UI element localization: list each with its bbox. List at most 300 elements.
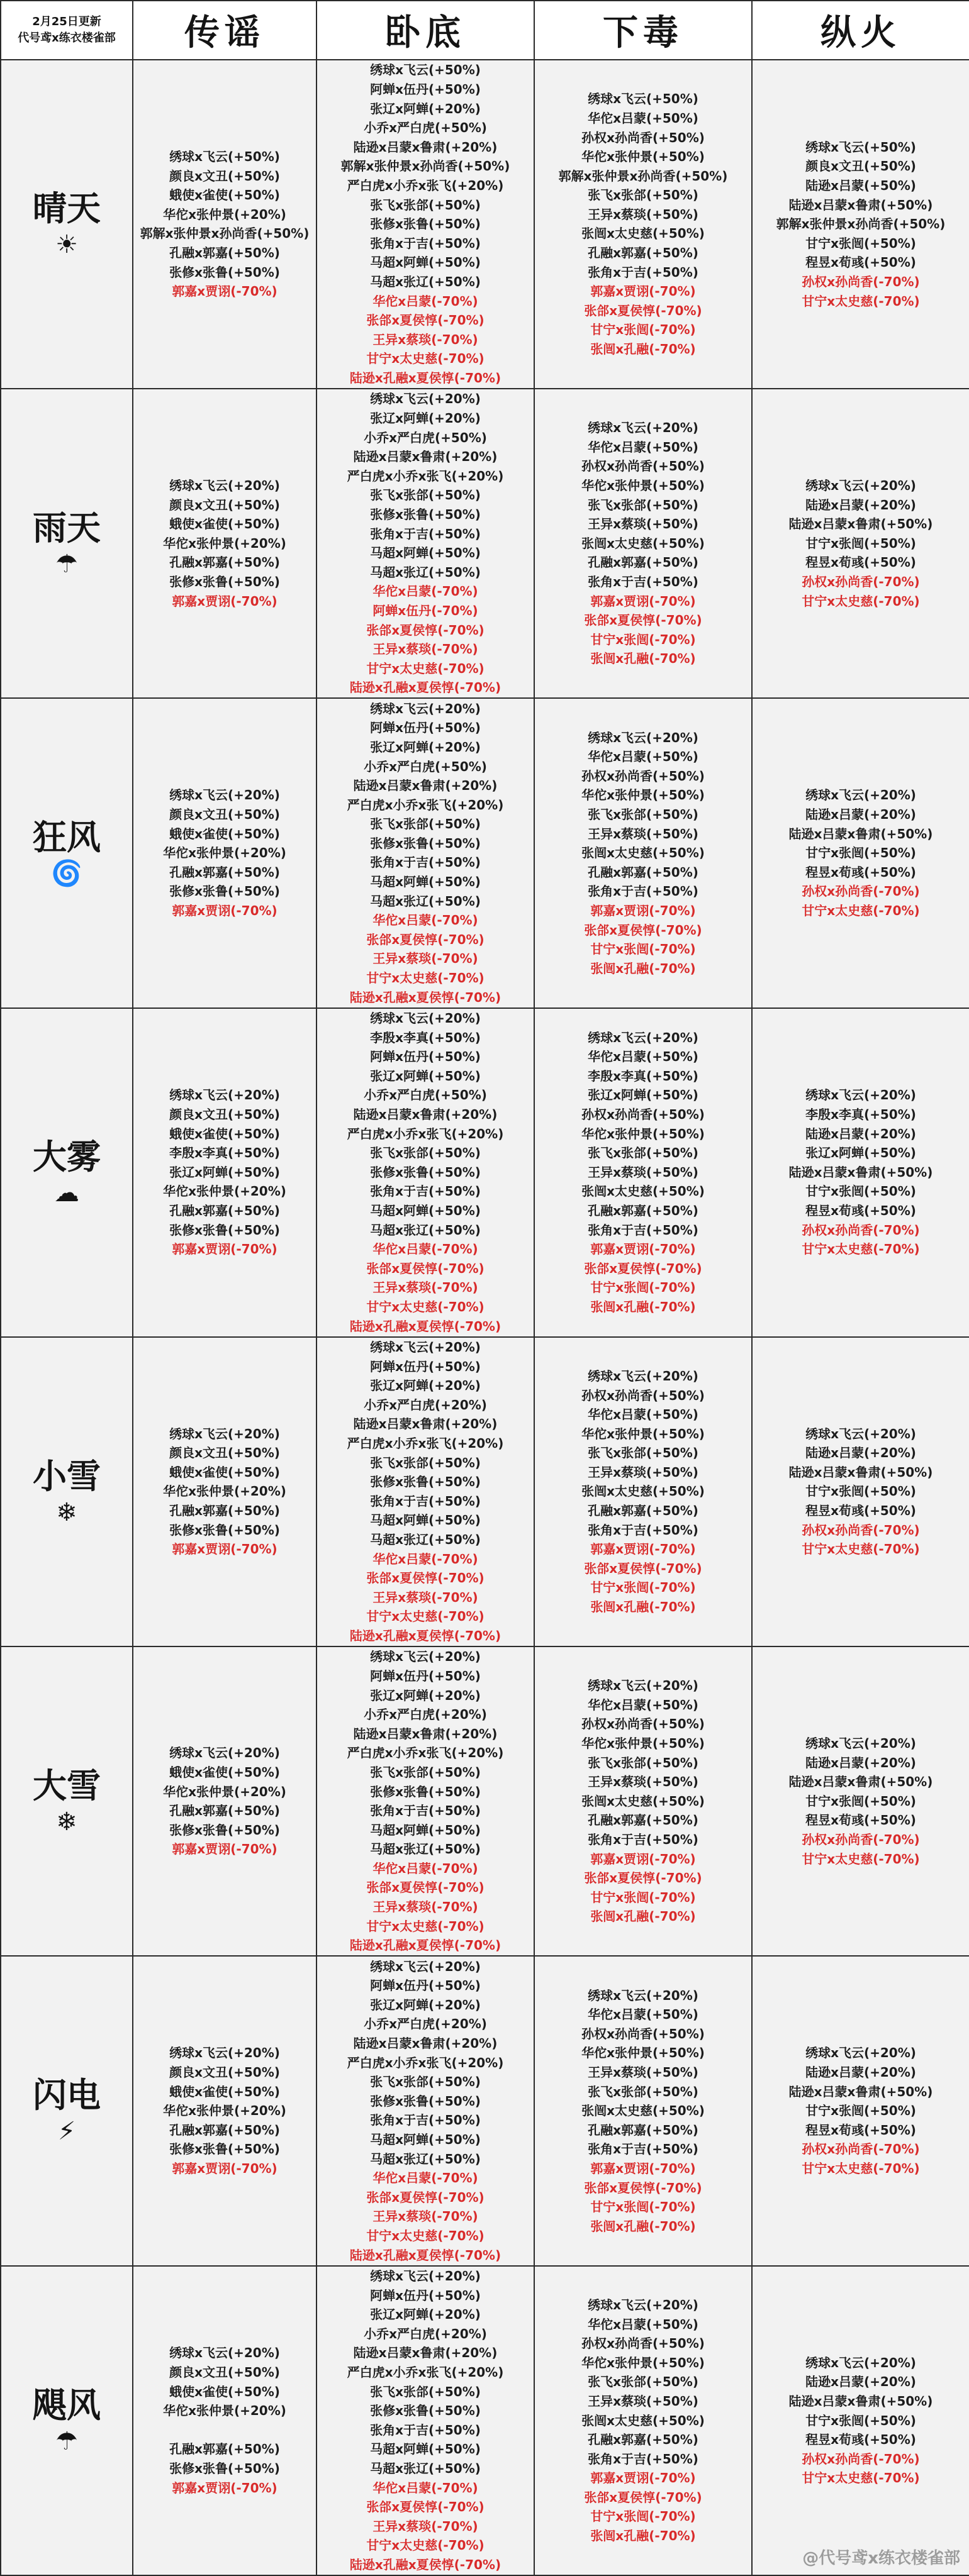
combo-line: 陆逊x吕蒙(+20%) xyxy=(805,2064,916,2080)
combo-line: 张修x张鲁(+50%) xyxy=(370,835,481,851)
weather-icon: ❄ xyxy=(56,1497,77,1527)
combo-line: 程昱x荀彧(+50%) xyxy=(805,864,916,880)
weather-cell xyxy=(1,1337,133,1646)
combo-line: 张修x张鲁(+50%) xyxy=(370,2403,481,2419)
combo-line: 张飞x张郃(+50%) xyxy=(370,816,481,832)
combo-line: 甘宁x太史慈(-70%) xyxy=(366,351,484,367)
combo-line: 绣球x飞云(+20%) xyxy=(588,730,698,745)
combo-line: 张郃x夏侯惇(-70%) xyxy=(366,2189,484,2205)
combo-line: 陆逊x吕蒙x鲁肃(+50%) xyxy=(788,2393,933,2409)
combo-line: 陆逊x吕蒙x鲁肃(+20%) xyxy=(353,1726,498,1741)
combo-line: 阿蝉x伍丹(+50%) xyxy=(370,1358,481,1374)
combo-line: 孙权x孙尚香(-70%) xyxy=(802,2141,920,2157)
combo-line: 孔融x郭嘉(+50%) xyxy=(169,1803,280,1819)
weather-icon: ⚡ xyxy=(57,2117,76,2146)
combo-line: 华佗x吕蒙(-70%) xyxy=(372,913,478,928)
combo-line: 华佗x吕蒙(-70%) xyxy=(372,1551,478,1567)
watermark: @代号鸢x练衣楼雀部 xyxy=(802,2549,960,2568)
combo-line: 郭嘉x贾诩(-70%) xyxy=(590,1241,696,1257)
combo-line: 小乔x严白虎(+20%) xyxy=(364,2326,487,2341)
cell-poison xyxy=(534,2266,752,2575)
cell-undercover xyxy=(316,1646,534,1956)
combo-line: 张闿x孔融(-70%) xyxy=(590,2528,696,2544)
weather-name: 飓风 xyxy=(33,2384,101,2425)
combo-line: 王异x蔡琰(+50%) xyxy=(588,206,698,222)
combo-line: 甘宁x太史慈(-70%) xyxy=(366,2228,484,2243)
combo-line: 甘宁x张闿(+50%) xyxy=(805,235,916,251)
combo-line: 张郃x夏侯惇(-70%) xyxy=(366,931,484,947)
combo-line: 绣球x飞云(+20%) xyxy=(805,2355,916,2370)
combo-line: 张郃x夏侯惇(-70%) xyxy=(584,2489,702,2505)
combo-line: 程昱x荀彧(+50%) xyxy=(805,1503,916,1519)
combo-line: 孔融x郭嘉(+50%) xyxy=(588,2432,698,2448)
combo-line: 阿蝉x伍丹(+50%) xyxy=(370,82,481,97)
combo-line: 华佗x张仲景(+50%) xyxy=(581,1126,705,1141)
combo-line: 甘宁x太史慈(-70%) xyxy=(802,1851,920,1867)
combo-line: 张修x张鲁(+50%) xyxy=(370,2093,481,2109)
combo-line: 张闿x太史慈(+50%) xyxy=(581,1793,705,1809)
combo-line: 郭嘉x贾诩(-70%) xyxy=(172,284,277,299)
cell-undercover xyxy=(316,2266,534,2575)
combo-line: 程昱x荀彧(+50%) xyxy=(805,1203,916,1219)
combo-line: 绣球x飞云(+20%) xyxy=(370,1649,481,1665)
weather-cell xyxy=(1,1008,133,1337)
combo-line: 程昱x荀彧(+50%) xyxy=(805,2432,916,2448)
combo-line: 甘宁x张闿(-70%) xyxy=(590,1580,696,1596)
combo-line: 张闿x孔融(-70%) xyxy=(590,1299,696,1314)
combo-line: 华佗x张仲景(+20%) xyxy=(163,845,286,861)
combo-line: 华佗x吕蒙(-70%) xyxy=(372,1241,478,1257)
combo-line: 王异x蔡琰(-70%) xyxy=(372,2209,478,2224)
combo-line: 郭解x张仲景x孙尚香(+50%) xyxy=(776,216,946,232)
cell-rumor xyxy=(133,1646,316,1956)
combo-line: 马超x张辽(+50%) xyxy=(370,564,481,580)
combo-line: 张飞x张郃(+50%) xyxy=(370,197,481,213)
combo-line: 孙权x孙尚香(-70%) xyxy=(802,884,920,899)
combo-line: 华佗x张仲景(+50%) xyxy=(581,2355,705,2370)
combo-line: 孙权x孙尚香(+50%) xyxy=(581,1716,705,1732)
col-header-undercover: 卧底 xyxy=(316,1,534,60)
combo-line: 绣球x飞云(+20%) xyxy=(169,1426,280,1441)
combo-line: 甘宁x太史慈(-70%) xyxy=(366,970,484,986)
combo-line: 陆逊x孔融x夏侯惇(-70%) xyxy=(349,2247,501,2263)
weather-icon: ❄ xyxy=(56,1807,77,1837)
cell-poison xyxy=(534,389,752,698)
combo-line: 郭嘉x贾诩(-70%) xyxy=(590,593,696,609)
combo-line: 甘宁x太史慈(-70%) xyxy=(802,593,920,609)
combo-line: 张闿x太史慈(+50%) xyxy=(581,2412,705,2428)
combo-line: 华佗x张仲景(+50%) xyxy=(581,2045,705,2061)
combo-line: 华佗x吕蒙(+50%) xyxy=(588,1697,698,1713)
combo-line: 张辽x阿蝉(+50%) xyxy=(370,1068,481,1084)
combo-line: 陆逊x吕蒙x鲁肃(+20%) xyxy=(353,2036,498,2051)
combo-line: 张辽x阿蝉(+20%) xyxy=(370,101,481,116)
combo-line: 张修x张鲁(+50%) xyxy=(169,2460,280,2476)
cell-undercover xyxy=(316,1956,534,2265)
weather-name: 大雪 xyxy=(33,1765,101,1806)
combo-line: 华佗x张仲景(+50%) xyxy=(581,1426,705,1441)
combo-line: 陆逊x吕蒙x鲁肃(+50%) xyxy=(788,826,933,841)
combo-line: 王异x蔡琰(+50%) xyxy=(588,826,698,841)
combo-line: 小乔x严白虎(+20%) xyxy=(364,1707,487,1723)
weather-cell xyxy=(1,1646,133,1956)
combo-line: 颜良x文丑(+50%) xyxy=(169,2365,280,2380)
combo-line: 阿蝉x伍丹(+50%) xyxy=(370,2287,481,2303)
combo-line: 孔融x郭嘉(+50%) xyxy=(169,245,280,261)
combo-line: 绣球x飞云(+20%) xyxy=(169,2045,280,2061)
combo-line: 马超x阿蝉(+50%) xyxy=(370,874,481,890)
combo-line: 李殷x李真(+50%) xyxy=(169,1145,280,1161)
combo-line: 甘宁x太史慈(-70%) xyxy=(802,1241,920,1257)
combo-line: 张飞x张郃(+50%) xyxy=(370,1455,481,1470)
weather-name: 闪电 xyxy=(33,2075,101,2116)
combo-line: 绣球x飞云(+20%) xyxy=(370,391,481,407)
combo-line: 绣球x飞云(+20%) xyxy=(370,2268,481,2284)
combo-line: 张角x于吉(+50%) xyxy=(588,2451,698,2467)
combo-line: 陆逊x吕蒙(+20%) xyxy=(805,806,916,822)
combo-line: 蛾使x雀使(+50%) xyxy=(169,1464,280,1480)
combo-line: 严白虎x小乔x张飞(+20%) xyxy=(347,2365,504,2380)
combo-line: 绣球x飞云(+20%) xyxy=(169,478,280,494)
combo-line: 阿蝉x伍丹(+50%) xyxy=(370,1668,481,1684)
weather-name: 小雪 xyxy=(33,1455,101,1496)
combo-line: 严白虎x小乔x张飞(+20%) xyxy=(347,797,504,813)
combo-line: 孔融x郭嘉(+50%) xyxy=(169,1503,280,1519)
combo-line: 孙权x孙尚香(+50%) xyxy=(581,130,705,145)
combo-line: 严白虎x小乔x张飞(+20%) xyxy=(347,2055,504,2070)
combo-line: 马超x张辽(+50%) xyxy=(370,1841,481,1857)
combo-line: 小乔x严白虎(+20%) xyxy=(364,2016,487,2032)
combo-line: 绣球x飞云(+20%) xyxy=(588,1678,698,1694)
combo-line: 华佗x张仲景(+20%) xyxy=(163,2403,286,2419)
combo-line: 张飞x张郃(+50%) xyxy=(370,1145,481,1161)
combo-line: 马超x阿蝉(+50%) xyxy=(370,2132,481,2148)
combo-line: 甘宁x太史慈(-70%) xyxy=(802,2470,920,2486)
combo-line: 张飞x张郃(+50%) xyxy=(370,487,481,503)
combo-line: 陆逊x吕蒙x鲁肃(+20%) xyxy=(353,1107,498,1123)
combo-line: 甘宁x张闿(-70%) xyxy=(590,631,696,647)
combo-line: 陆逊x吕蒙(+20%) xyxy=(805,497,916,513)
combo-line: 陆逊x吕蒙(+20%) xyxy=(805,1126,916,1141)
combo-line: 张角x于吉(+50%) xyxy=(370,2112,481,2128)
weather-name: 雨天 xyxy=(33,508,101,548)
combo-line: 程昱x荀彧(+50%) xyxy=(805,2122,916,2138)
combo-line: 王异x蔡琰(-70%) xyxy=(372,1589,478,1605)
combo-line: 张飞x张郃(+50%) xyxy=(588,187,698,203)
combo-line: 绣球x飞云(+20%) xyxy=(805,787,916,803)
combo-line: 阿蝉x伍丹(+50%) xyxy=(370,1978,481,1994)
combo-line: 绣球x飞云(+20%) xyxy=(588,420,698,436)
combo-line: 绣球x飞云(+20%) xyxy=(805,1087,916,1103)
combo-line: 郭嘉x贾诩(-70%) xyxy=(172,1541,277,1557)
combo-line: 孔融x郭嘉(+50%) xyxy=(588,245,698,261)
weather-icon: ☀ xyxy=(55,230,78,260)
cell-arson xyxy=(752,1337,969,1646)
combo-line: 绣球x飞云(+50%) xyxy=(588,91,698,107)
combo-line: 陆逊x吕蒙x鲁肃(+20%) xyxy=(353,778,498,794)
combo-line: 张辽x阿蝉(+50%) xyxy=(169,1164,280,1180)
combo-line: 张飞x张郃(+50%) xyxy=(370,1764,481,1780)
corner-line-1: 2月25日更新 xyxy=(32,15,101,28)
combo-line: 严白虎x小乔x张飞(+20%) xyxy=(347,1745,504,1761)
cell-arson xyxy=(752,698,969,1008)
combo-line: 马超x阿蝉(+50%) xyxy=(370,545,481,561)
combo-line: 王异x蔡琰(+50%) xyxy=(588,1774,698,1790)
combo-line: 陆逊x孔融x夏侯惇(-70%) xyxy=(349,1938,501,1953)
combo-line: 华佗x张仲景(+20%) xyxy=(163,535,286,551)
combo-line: 蛾使x雀使(+50%) xyxy=(169,2084,280,2099)
combo-line: 孙权x孙尚香(-70%) xyxy=(802,1222,920,1238)
combo-line: 张飞x张郃(+50%) xyxy=(370,2384,481,2399)
cell-arson xyxy=(752,1008,969,1337)
combo-line: 孔融x郭嘉(+50%) xyxy=(588,1503,698,1519)
combo-line: 张飞x张郃(+50%) xyxy=(588,2084,698,2099)
combo-line: 张角x于吉(+50%) xyxy=(588,264,698,280)
combo-line: 王异x蔡琰(+50%) xyxy=(588,2393,698,2409)
combo-line: 张修x张鲁(+50%) xyxy=(370,506,481,522)
combo-line: 小乔x严白虎(+50%) xyxy=(364,430,487,445)
combo-line: 甘宁x张闿(+50%) xyxy=(805,845,916,861)
combo-line: 华佗x吕蒙(+50%) xyxy=(588,2316,698,2332)
combo-line: 张郃x夏侯惇(-70%) xyxy=(366,1880,484,1896)
combo-line: 孔融x郭嘉(+50%) xyxy=(588,2122,698,2138)
cell-undercover xyxy=(316,60,534,389)
combo-line: 陆逊x孔融x夏侯惇(-70%) xyxy=(349,1628,501,1643)
combo-line: 李殷x李真(+50%) xyxy=(805,1107,916,1123)
combo-line: 华佗x张仲景(+20%) xyxy=(163,2103,286,2119)
header-row xyxy=(1,1,969,60)
combo-line: 阿蝉x伍丹(-70%) xyxy=(372,602,478,618)
combo-line: 绣球x飞云(+20%) xyxy=(588,1030,698,1045)
combo-line: 孙权x孙尚香(+50%) xyxy=(581,2026,705,2041)
combo-line: 张闿x太史慈(+50%) xyxy=(581,845,705,861)
combo-line: 张角x于吉(+50%) xyxy=(588,1832,698,1847)
combo-line: 甘宁x张闿(+50%) xyxy=(805,1484,916,1499)
combo-line xyxy=(133,2421,316,2440)
combo-line: 王异x蔡琰(+50%) xyxy=(588,516,698,532)
combo-line: 张修x张鲁(+50%) xyxy=(169,884,280,899)
combo-line: 孔融x郭嘉(+50%) xyxy=(588,864,698,880)
combo-line: 颜良x文丑(+50%) xyxy=(169,168,280,184)
combo-line: 蛾使x雀使(+50%) xyxy=(169,1764,280,1780)
weather-cell xyxy=(1,2266,133,2575)
combo-line: 甘宁x太史慈(-70%) xyxy=(366,1299,484,1314)
combo-line: 蛾使x雀使(+50%) xyxy=(169,1126,280,1141)
cell-arson xyxy=(752,60,969,389)
cell-undercover xyxy=(316,1337,534,1646)
combo-line: 王异x蔡琰(-70%) xyxy=(372,1899,478,1915)
combo-line: 马超x阿蝉(+50%) xyxy=(370,255,481,270)
combo-line: 张郃x夏侯惇(-70%) xyxy=(584,922,702,938)
combo-line: 陆逊x吕蒙x鲁肃(+20%) xyxy=(353,2345,498,2361)
weather-cell xyxy=(1,60,133,389)
combo-line: 孔融x郭嘉(+50%) xyxy=(588,1203,698,1219)
combo-line: 阿蝉x伍丹(+50%) xyxy=(370,720,481,736)
combo-line: 马超x张辽(+50%) xyxy=(370,1531,481,1547)
combo-line: 小乔x严白虎(+50%) xyxy=(364,1087,487,1103)
combo-line: 绣球x飞云(+20%) xyxy=(169,1087,280,1103)
combo-line: 甘宁x太史慈(-70%) xyxy=(802,293,920,309)
combo-line: 郭嘉x贾诩(-70%) xyxy=(172,593,277,609)
combo-line: 郭嘉x贾诩(-70%) xyxy=(172,902,277,918)
cell-poison xyxy=(534,698,752,1008)
table-row xyxy=(1,2266,969,2575)
combo-line: 张修x张鲁(+50%) xyxy=(370,216,481,232)
combo-line: 甘宁x张闿(-70%) xyxy=(590,2509,696,2524)
cell-rumor xyxy=(133,2266,316,2575)
combo-line: 张辽x阿蝉(+20%) xyxy=(370,1687,481,1703)
weather-cell xyxy=(1,698,133,1008)
combo-line: 华佗x吕蒙(-70%) xyxy=(372,2170,478,2186)
combo-line: 张角x于吉(+50%) xyxy=(370,1493,481,1509)
col-header-arson: 纵火 xyxy=(752,1,969,60)
combo-line: 严白虎x小乔x张飞(+20%) xyxy=(347,178,504,193)
combo-line: 郭嘉x贾诩(-70%) xyxy=(172,1841,277,1857)
combo-line: 蛾使x雀使(+50%) xyxy=(169,516,280,532)
combo-line: 华佗x张仲景(+20%) xyxy=(163,1784,286,1799)
combo-line: 郭解x张仲景x孙尚香(+50%) xyxy=(558,168,728,184)
combo-line: 张闿x孔融(-70%) xyxy=(590,2218,696,2234)
combo-line: 马超x张辽(+50%) xyxy=(370,893,481,909)
cell-poison xyxy=(534,1956,752,2265)
combo-line: 张郃x夏侯惇(-70%) xyxy=(366,622,484,638)
combo-line: 张角x于吉(+50%) xyxy=(370,2422,481,2438)
combo-line: 陆逊x吕蒙x鲁肃(+50%) xyxy=(788,1774,933,1790)
combo-line: 张辽x阿蝉(+20%) xyxy=(370,1997,481,2012)
combo-line: 张闿x太史慈(+50%) xyxy=(581,226,705,242)
combo-line: 华佗x张仲景(+50%) xyxy=(581,149,705,165)
combo-line: 张辽x阿蝉(+20%) xyxy=(370,1378,481,1394)
combo-line: 郭嘉x贾诩(-70%) xyxy=(590,902,696,918)
combo-line: 孙权x孙尚香(-70%) xyxy=(802,1832,920,1847)
combo-line: 华佗x吕蒙(+50%) xyxy=(588,1407,698,1423)
cell-arson xyxy=(752,2266,969,2575)
combo-line: 王异x蔡琰(+50%) xyxy=(588,1164,698,1180)
combo-line: 孙权x孙尚香(+50%) xyxy=(581,768,705,784)
combo-line: 严白虎x小乔x张飞(+20%) xyxy=(347,1436,504,1451)
combo-line: 华佗x吕蒙(-70%) xyxy=(372,2480,478,2496)
combo-line: 陆逊x吕蒙(+20%) xyxy=(805,2374,916,2390)
combo-line: 颜良x文丑(+50%) xyxy=(169,2064,280,2080)
combo-line: 张飞x张郃(+50%) xyxy=(588,1145,698,1161)
combo-line: 陆逊x吕蒙(+20%) xyxy=(805,1755,916,1770)
weather-name: 大雾 xyxy=(33,1136,101,1177)
combo-line: 甘宁x太史慈(-70%) xyxy=(802,1541,920,1557)
combo-line: 郭嘉x贾诩(-70%) xyxy=(172,2480,277,2496)
combo-line: 郭嘉x贾诩(-70%) xyxy=(590,1541,696,1557)
combo-line: 华佗x张仲景(+50%) xyxy=(581,1736,705,1752)
combo-line: 张闿x太史慈(+50%) xyxy=(581,2103,705,2119)
weather-icon: 🌀 xyxy=(51,859,82,889)
combo-line: 程昱x荀彧(+50%) xyxy=(805,555,916,570)
combo-line: 甘宁x张闿(+50%) xyxy=(805,2103,916,2119)
weather-cell xyxy=(1,1956,133,2265)
combo-line: 甘宁x张闿(-70%) xyxy=(590,941,696,957)
combo-line: 张郃x夏侯惇(-70%) xyxy=(584,613,702,628)
combo-line: 甘宁x太史慈(-70%) xyxy=(366,2538,484,2553)
cell-poison xyxy=(534,60,752,389)
combo-line: 华佗x张仲景(+50%) xyxy=(581,787,705,803)
combo-line: 张角x于吉(+50%) xyxy=(588,884,698,899)
weather-name: 晴天 xyxy=(33,188,101,229)
combo-line: 小乔x严白虎(+50%) xyxy=(364,120,487,136)
combo-line: 王异x蔡琰(+50%) xyxy=(588,1464,698,1480)
combo-line: 王异x蔡琰(-70%) xyxy=(372,2518,478,2534)
combo-line: 孙权x孙尚香(-70%) xyxy=(802,2451,920,2467)
combo-line: 孙权x孙尚香(-70%) xyxy=(802,1522,920,1538)
combo-line: 孔融x郭嘉(+50%) xyxy=(169,1203,280,1219)
combo-line: 王异x蔡琰(-70%) xyxy=(372,1280,478,1296)
combo-line: 甘宁x太史慈(-70%) xyxy=(802,2160,920,2176)
combo-line: 马超x阿蝉(+50%) xyxy=(370,1822,481,1838)
combo-line: 孔融x郭嘉(+50%) xyxy=(169,2441,280,2457)
combo-line: 张辽x阿蝉(+20%) xyxy=(370,739,481,755)
combo-line: 张修x张鲁(+50%) xyxy=(169,574,280,590)
combo-line: 绣球x飞云(+20%) xyxy=(805,1426,916,1441)
combo-line: 甘宁x太史慈(-70%) xyxy=(366,660,484,676)
combo-line: 郭嘉x贾诩(-70%) xyxy=(172,1241,277,1257)
combo-line: 张辽x阿蝉(+50%) xyxy=(588,1087,698,1103)
combo-line: 张飞x张郃(+50%) xyxy=(588,2374,698,2390)
combo-line: 张角x于吉(+50%) xyxy=(370,235,481,251)
combo-line: 张郃x夏侯惇(-70%) xyxy=(584,303,702,318)
combo-line: 甘宁x太史慈(-70%) xyxy=(366,1609,484,1624)
combo-line: 绣球x飞云(+20%) xyxy=(370,1958,481,1974)
weather-icon: ☁ xyxy=(54,1179,79,1208)
combo-line: 张修x张鲁(+50%) xyxy=(169,2141,280,2157)
combo-line: 华佗x吕蒙(+50%) xyxy=(588,749,698,765)
combo-line: 张闿x太史慈(+50%) xyxy=(581,1484,705,1499)
combo-line: 张修x张鲁(+50%) xyxy=(169,1222,280,1238)
combo-line: 陆逊x吕蒙x鲁肃(+20%) xyxy=(353,1416,498,1432)
combo-line: 张修x张鲁(+50%) xyxy=(370,1784,481,1799)
combo-line: 孙权x孙尚香(-70%) xyxy=(802,274,920,289)
combo-line: 马超x张辽(+50%) xyxy=(370,2151,481,2167)
combo-line: 孔融x郭嘉(+50%) xyxy=(169,2122,280,2138)
combo-line: 蛾使x雀使(+50%) xyxy=(169,2384,280,2399)
combo-line: 陆逊x孔融x夏侯惇(-70%) xyxy=(349,989,501,1005)
combo-line: 程昱x荀彧(+50%) xyxy=(805,255,916,270)
combo-line: 马超x张辽(+50%) xyxy=(370,1222,481,1238)
combo-line: 孙权x孙尚香(+50%) xyxy=(581,458,705,474)
combo-line: 绣球x飞云(+20%) xyxy=(169,1745,280,1761)
combo-line: 绣球x飞云(+20%) xyxy=(169,787,280,803)
combo-line: 陆逊x吕蒙x鲁肃(+50%) xyxy=(788,516,933,532)
combo-line: 绣球x飞云(+50%) xyxy=(805,139,916,155)
combo-line: 华佗x吕蒙(+50%) xyxy=(588,1049,698,1065)
combo-line: 陆逊x孔融x夏侯惇(-70%) xyxy=(349,2557,501,2572)
combo-line: 华佗x吕蒙(+50%) xyxy=(588,110,698,126)
combo-line: 张郃x夏侯惇(-70%) xyxy=(584,1260,702,1276)
combo-line: 绣球x飞云(+20%) xyxy=(370,1011,481,1026)
combo-line: 张飞x张郃(+50%) xyxy=(588,1755,698,1770)
combo-line: 孙权x孙尚香(-70%) xyxy=(802,574,920,590)
combo-line: 王异x蔡琰(-70%) xyxy=(372,331,478,347)
combo-line: 蛾使x雀使(+50%) xyxy=(169,826,280,841)
combo-line: 颜良x文丑(+50%) xyxy=(169,1445,280,1461)
combo-line: 郭嘉x贾诩(-70%) xyxy=(590,1851,696,1867)
combo-line: 张角x于吉(+50%) xyxy=(370,855,481,870)
combo-line: 孙权x孙尚香(+50%) xyxy=(581,2336,705,2351)
combo-line: 程昱x荀彧(+50%) xyxy=(805,1813,916,1828)
weather-cell xyxy=(1,389,133,698)
combo-line: 陆逊x孔融x夏侯惇(-70%) xyxy=(349,1318,501,1334)
combo-line: 陆逊x吕蒙x鲁肃(+50%) xyxy=(788,1464,933,1480)
combo-line: 张郃x夏侯惇(-70%) xyxy=(366,2499,484,2515)
combo-line: 张飞x张郃(+50%) xyxy=(370,2074,481,2090)
combo-line: 严白虎x小乔x张飞(+20%) xyxy=(347,1126,504,1141)
combo-line: 王异x蔡琰(-70%) xyxy=(372,641,478,657)
